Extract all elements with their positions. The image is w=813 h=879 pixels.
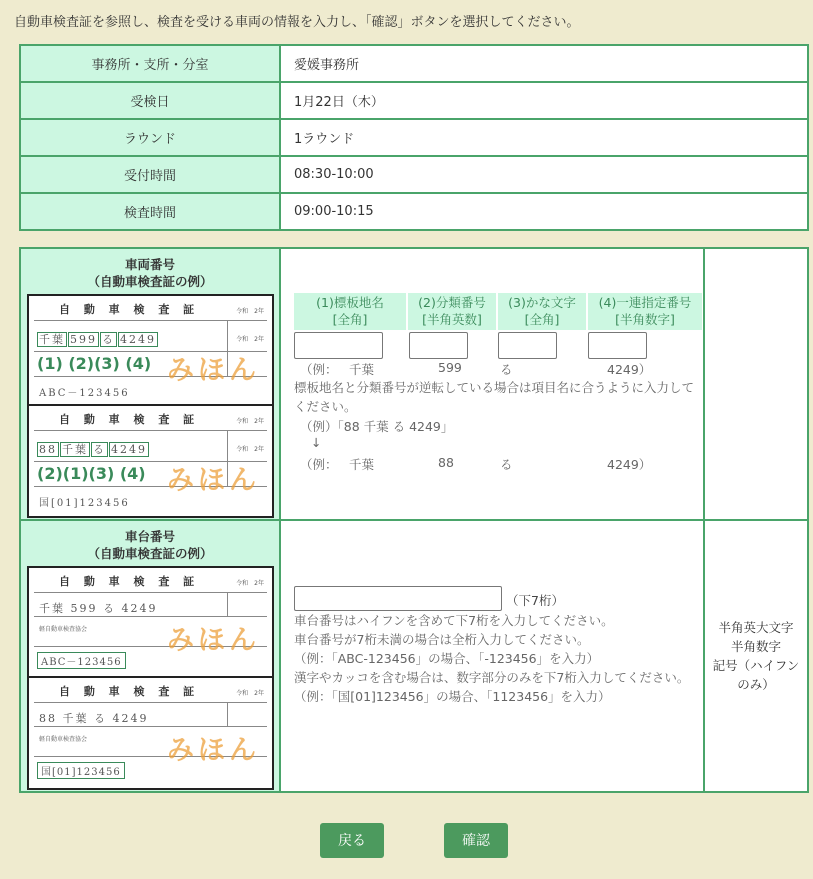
chassis-notes [294, 611, 699, 706]
cert-association: 軽自動車検査協会 [39, 626, 88, 633]
field-number-labels: (2)(1)(3) (4) [37, 464, 146, 483]
format-line: 記号（ハイフン [712, 658, 800, 673]
cert-reiwa: 令和 2年 [236, 580, 264, 587]
vehicle-number-input-cell [280, 248, 704, 520]
cert-example-2 [29, 406, 272, 516]
chassis-number-input-cell [280, 520, 704, 792]
info-value: 08:30-10:00 [280, 156, 808, 193]
kana-input[interactable] [498, 332, 557, 359]
info-row-date [20, 82, 808, 119]
vehicle-number-headers [294, 293, 704, 330]
format-line: 半角数字 [730, 639, 781, 654]
region-name-input[interactable] [294, 332, 383, 359]
chassis-number-row [20, 520, 808, 792]
cert-title: 自 動 車 検 査 証 [59, 685, 200, 698]
example-2-serial: 4249） [607, 457, 652, 472]
cert-reiwa: 令和 2年 [236, 690, 264, 697]
sample-watermark: みほん [167, 465, 260, 496]
serial-number-input[interactable] [588, 332, 647, 359]
cert-title: 自 動 車 検 査 証 [59, 575, 200, 588]
info-value: 1月22日（木） [280, 82, 808, 119]
exam-info-table [19, 44, 809, 231]
cert-example-4 [29, 678, 272, 788]
example-1-class: 599 [438, 360, 462, 375]
header-class: (2)分類番号 [半角英数] [408, 293, 496, 330]
sample-watermark: みほん [167, 355, 260, 386]
sample-watermark: みほん [167, 625, 260, 656]
chassis-number-label: 車台番号 [124, 529, 175, 544]
cert-plate: 88 千葉 る 4249 [39, 443, 147, 456]
cert-title: 自 動 車 検 査 証 [59, 303, 200, 316]
cert-chassis: ABC－123456 [37, 652, 126, 669]
example-1-region: 千葉 [349, 362, 375, 377]
format-line: 半角英大文字 [718, 620, 794, 635]
reversed-note: 標板地名と分類番号が逆転している場合は項目名に合うように入力してください。 [294, 380, 695, 414]
cert-plate: 千葉 599 る 4249 [39, 333, 156, 346]
vehicle-cert-example [27, 294, 274, 518]
info-row-round [20, 119, 808, 156]
info-label: ラウンド [20, 119, 280, 156]
chassis-number-input[interactable] [294, 586, 502, 611]
reversed-example: （例）「88 千葉 る 4249」 [300, 419, 454, 434]
cert-example-3 [29, 568, 272, 678]
example-2-prefix: （例： [300, 457, 338, 472]
info-label: 受付時間 [20, 156, 280, 193]
info-value: 1ラウンド [280, 119, 808, 156]
cert-reiwa: 令和 2年 [236, 336, 264, 343]
header-serial: (4)一連指定番号 [半角数字] [588, 293, 702, 330]
sample-watermark: みほん [167, 735, 260, 766]
chassis-cert-example [27, 566, 274, 790]
info-row-inspection-time [20, 193, 808, 230]
format-line: のみ） [737, 677, 775, 692]
instruction-text: 自動車検査証を参照し、検査を受ける車両の情報を入力し、「確認」ボタンを選択してください。 [14, 15, 580, 30]
down-arrow-icon: ↓ [311, 435, 322, 450]
field-number-labels: (1) (2)(3) (4) [37, 354, 152, 373]
cert-reiwa: 令和 2年 [236, 446, 264, 453]
cert-plate: 千葉 599 る 4249 [39, 602, 158, 615]
example-1-kana: る [500, 362, 513, 377]
example-1-serial: 4249） [607, 362, 652, 377]
vehicle-number-format-cell [704, 248, 808, 520]
info-label: 受検日 [20, 82, 280, 119]
vehicle-number-label-cell [20, 248, 280, 520]
example-2-kana: る [500, 457, 513, 472]
info-value: 愛媛事務所 [280, 45, 808, 82]
example-2-class: 88 [438, 455, 454, 470]
cert-example-1 [29, 296, 272, 406]
class-number-input[interactable] [409, 332, 468, 359]
cert-chassis: ABC－123456 [39, 388, 130, 399]
cert-reiwa: 令和 2年 [236, 308, 264, 315]
chassis-suffix: （下7桁） [506, 593, 564, 608]
info-label: 検査時間 [20, 193, 280, 230]
back-button[interactable]: 戻る [320, 823, 384, 858]
info-row-reception-time [20, 156, 808, 193]
chassis-note: （例：「国[01]123456」の場合、「1123456」を入力） [294, 689, 611, 704]
info-row-office [20, 45, 808, 82]
chassis-format-cell [704, 520, 808, 792]
chassis-note: 漢字やカッコを含む場合は、数字部分のみを下7桁入力してください。 [294, 670, 690, 685]
info-value: 09:00-10:15 [280, 193, 808, 230]
cert-reiwa: 令和 2年 [236, 418, 264, 425]
header-region: (1)標板地名 [全角] [294, 293, 406, 330]
cert-plate: 88 千葉 る 4249 [39, 712, 149, 725]
chassis-note: 車台番号はハイフンを含めて下7桁を入力してください。 [294, 613, 614, 628]
chassis-number-label-sub: （自動車検査証の例） [87, 546, 213, 561]
vehicle-number-label: 車両番号 [124, 257, 175, 272]
cert-chassis: 国[01]123456 [37, 762, 125, 779]
example-1-prefix: （例： [300, 362, 338, 377]
info-label: 事務所・支所・分室 [20, 45, 280, 82]
chassis-number-label-cell [20, 520, 280, 792]
cert-chassis: 国[01]123456 [39, 498, 130, 509]
vehicle-number-label-sub: （自動車検査証の例） [87, 274, 213, 289]
confirm-button[interactable]: 確認 [444, 823, 508, 858]
header-kana: (3)かな文字 [全角] [498, 293, 586, 330]
example-2-region: 千葉 [349, 457, 375, 472]
chassis-note: （例：「ABC-123456」の場合、「-123456」を入力） [294, 651, 600, 666]
chassis-note: 車台番号が7桁未満の場合は全桁入力してください。 [294, 632, 590, 647]
cert-association: 軽自動車検査協会 [39, 736, 88, 743]
vehicle-input-table [19, 247, 809, 793]
cert-title: 自 動 車 検 査 証 [59, 413, 200, 426]
vehicle-number-row [20, 248, 808, 520]
